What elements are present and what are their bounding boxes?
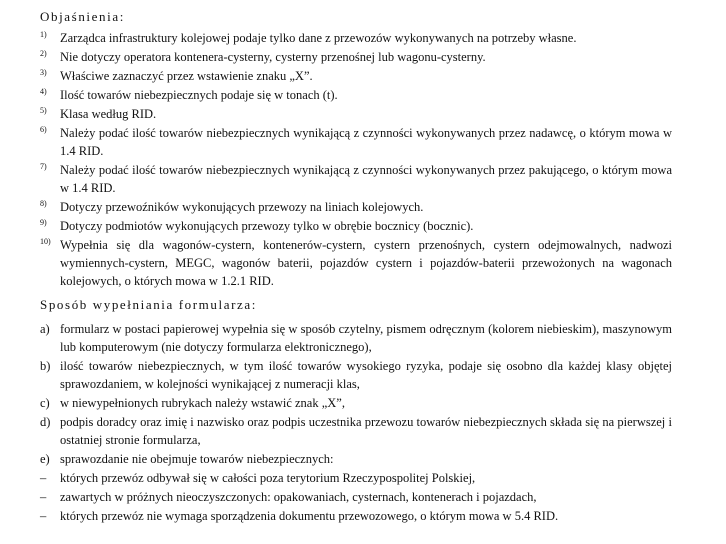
footnote-item bbox=[40, 86, 672, 104]
instructions-list bbox=[40, 320, 672, 526]
instruction-text: sprawozdanie nie obejmuje towarów niebezpiecznych: bbox=[60, 452, 334, 466]
instruction-item bbox=[40, 320, 672, 356]
footnote-text: Wypełnia się dla wagonów-cystern, kontenerów-cystern, cystern przenośnych, cystern odejmowalnych, nadwozi wymiennych-cystern, MEGC, wagonów baterii, pojazdów cystern i pojazdów-baterii przewożonych na wagonach kolejowych, o których mowa w 1.2.1 RID. bbox=[60, 238, 672, 288]
exclusion-text: zawartych w próżnych nieoczyszczonych: opakowaniach, cysternach, kontenerach i pojazdach, bbox=[60, 490, 537, 504]
footnote-item bbox=[40, 67, 672, 85]
footnote-item bbox=[40, 236, 672, 290]
footnote-text: Dotyczy podmiotów wykonujących przewozy tylko w obrębie bocznicy (bocznic). bbox=[60, 219, 474, 233]
footnote-number: 1) bbox=[40, 30, 47, 39]
footnote-text: Należy podać ilość towarów niebezpiecznych wynikającą z czynności wykonywanych przez pakującego, o którym mowa w 1.4 RID. bbox=[60, 163, 672, 195]
instruction-marker: d) bbox=[40, 415, 51, 429]
dash-marker: – bbox=[40, 509, 47, 523]
dash-marker: – bbox=[40, 490, 47, 504]
instruction-text: ilość towarów niebezpiecznych, w tym ilość towarów wysokiego ryzyka, podaje się osobno dla każdej klasy objętej sprawozdaniem, w kolejności wynikającej z numeracji klas, bbox=[60, 359, 672, 391]
instruction-marker: b) bbox=[40, 359, 51, 373]
instruction-text: w niewypełnionych rubrykach należy wstawić znak „X”, bbox=[60, 396, 345, 410]
explanations-heading: Objaśnienia: bbox=[40, 9, 125, 24]
footnote-item bbox=[40, 48, 672, 66]
exclusion-item bbox=[40, 469, 672, 487]
dash-marker: – bbox=[40, 471, 47, 485]
footnote-number: 2) bbox=[40, 49, 47, 58]
instruction-text: formularz w postaci papierowej wypełnia się w sposób czytelny, pismem odręcznym (kolorem niebieskim), maszynowym lub komputerowym (nie dotyczy formularza elektronicznego), bbox=[60, 322, 672, 354]
footnote-number: 10) bbox=[40, 237, 51, 246]
footnote-item bbox=[40, 198, 672, 216]
footnote-item bbox=[40, 105, 672, 123]
footnote-item bbox=[40, 29, 672, 47]
instructions-heading: Sposób wypełniania formularza: bbox=[40, 297, 257, 312]
footnote-number: 7) bbox=[40, 162, 47, 171]
footnote-text: Dotyczy przewoźników wykonujących przewozy na liniach kolejowych. bbox=[60, 200, 424, 214]
footnote-item bbox=[40, 217, 672, 235]
exclusion-item bbox=[40, 507, 672, 525]
instruction-marker: e) bbox=[40, 452, 50, 466]
footnote-text: Klasa według RID. bbox=[60, 107, 157, 121]
footnote-text: Nie dotyczy operatora kontenera-cysterny, cysterny przenośnej lub wagonu-cysterny. bbox=[60, 50, 486, 64]
footnote-text: Ilość towarów niebezpiecznych podaje się w tonach (t). bbox=[60, 88, 338, 102]
instruction-item bbox=[40, 357, 672, 393]
exclusion-text: których przewóz nie wymaga sporządzenia dokumentu przewozowego, o którym mowa w 5.4 RID. bbox=[60, 509, 559, 523]
footnote-text: Zarządca infrastruktury kolejowej podaje tylko dane z przewozów wykonywanych na potrzeby własne. bbox=[60, 31, 577, 45]
footnote-item bbox=[40, 124, 672, 160]
instruction-text: podpis doradcy oraz imię i nazwisko oraz podpis uczestnika przewozu towarów niebezpiecznych składa się na pierwszej i ostatniej stronie formularza, bbox=[60, 415, 672, 447]
footnote-number: 8) bbox=[40, 199, 47, 208]
instruction-item bbox=[40, 450, 672, 468]
footnote-text: Właściwe zaznaczyć przez wstawienie znaku „X”. bbox=[60, 69, 313, 83]
footnote-number: 9) bbox=[40, 218, 47, 227]
instruction-marker: c) bbox=[40, 396, 50, 410]
footnote-number: 3) bbox=[40, 68, 47, 77]
footnote-number: 5) bbox=[40, 106, 47, 115]
exclusion-item bbox=[40, 488, 672, 506]
footnote-text: Należy podać ilość towarów niebezpiecznych wynikającą z czynności wykonywanych przez nadawcę, o którym mowa w 1.4 RID. bbox=[60, 126, 672, 158]
instruction-item bbox=[40, 394, 672, 412]
footnote-item bbox=[40, 161, 672, 197]
footnote-number: 4) bbox=[40, 87, 47, 96]
instruction-item bbox=[40, 413, 672, 449]
instruction-marker: a) bbox=[40, 322, 50, 336]
exclusion-text: których przewóz odbywał się w całości poza terytorium Rzeczypospolitej Polskiej, bbox=[60, 471, 476, 485]
footnote-number: 6) bbox=[40, 125, 47, 134]
footnotes-list bbox=[40, 29, 672, 291]
